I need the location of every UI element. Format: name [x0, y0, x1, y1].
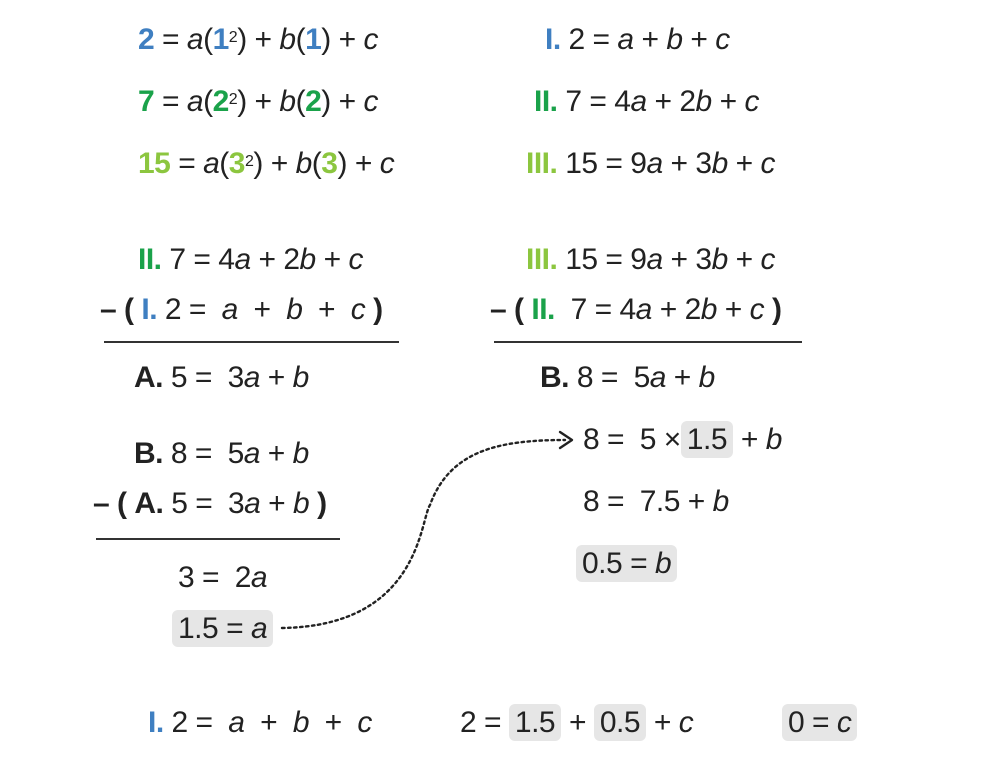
- final-substitution: 2 = 1.5 + 0.5 + c: [460, 706, 694, 739]
- highlight-b-value: 0.5: [594, 704, 646, 741]
- highlight-b: 0.5 = b: [576, 545, 677, 582]
- highlight-a: 1.5 = a: [172, 610, 273, 647]
- minus-sign: –: [490, 293, 507, 326]
- x-value: 3: [228, 147, 245, 180]
- difference-result: 3 = 2a: [178, 561, 268, 594]
- solution-c: [782, 705, 857, 741]
- solution-b: [576, 546, 677, 582]
- arrow-head: [560, 432, 572, 448]
- elim1-subtract-I: – ( I. 2 = a + b + c ): [100, 293, 383, 326]
- elim2-subtract-II: – ( II. 7 = 4a + 2b + c ): [490, 293, 782, 326]
- label-II: II.: [534, 85, 558, 118]
- x-value: 1: [305, 23, 322, 56]
- equation-I: I. 2 = a + b + c: [545, 23, 730, 56]
- highlight-a-value: 1.5: [681, 421, 733, 458]
- elim1-equation-II: II. 7 = 4a + 2b + c: [138, 243, 363, 276]
- substitution-eq-2: $7 = a(2^2) + b(2) + c$: [138, 85, 378, 118]
- elim3-rule: [96, 538, 340, 540]
- substitute-a-into-B: 8 = 5 × 1.5 + b: [583, 423, 782, 456]
- equation-II: II. 7 = 4a + 2b + c: [534, 85, 759, 118]
- equation-B: B. 8 = 5a + b: [540, 361, 715, 394]
- y-value: 2: [138, 23, 155, 56]
- x-value: 1: [212, 23, 229, 56]
- arrow-path: [282, 440, 565, 628]
- label-I: I.: [545, 23, 561, 56]
- x-value: 2: [305, 85, 322, 118]
- final-equation-I: I. 2 = a + b + c: [148, 706, 372, 739]
- product-step: 8 = 7.5 + b: [583, 485, 729, 518]
- equation-III: III. 15 = 9a + 3b + c: [526, 147, 775, 180]
- elim2-rule: [494, 341, 802, 343]
- highlight-c: 0 = c: [782, 704, 857, 741]
- elim1-rule: [104, 341, 399, 343]
- minus-sign: –: [100, 293, 117, 326]
- label-B: B.: [540, 361, 569, 394]
- elim2-equation-III: III. 15 = 9a + 3b + c: [526, 243, 775, 276]
- elim3-subtract-A: – ( A. 5 = 3a + b ): [93, 487, 327, 520]
- substitution-eq-3: $15 = a(3^2) + b(3) + c$: [138, 147, 395, 180]
- highlight-a-value: 1.5: [509, 704, 561, 741]
- label-III: III.: [526, 147, 558, 180]
- x-value: 2: [212, 85, 229, 118]
- label-A: A.: [134, 361, 163, 394]
- elim3-equation-B: B. 8 = 5a + b: [134, 437, 309, 470]
- x-value: 3: [321, 147, 338, 180]
- y-value: 7: [138, 85, 155, 118]
- solution-a: [172, 611, 273, 647]
- minus-sign: –: [93, 487, 110, 520]
- equation-A: A. 5 = 3a + b: [134, 361, 309, 394]
- y-value: 15: [138, 147, 171, 180]
- substitution-eq-1: $2 = a(1^2) + b(1) + c$: [138, 23, 378, 56]
